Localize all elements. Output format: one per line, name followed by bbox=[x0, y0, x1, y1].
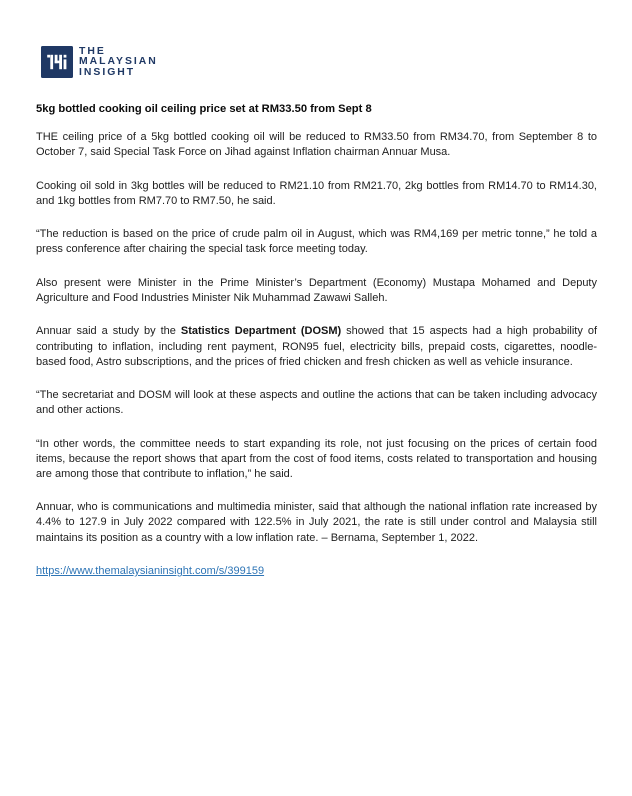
paragraph-5-text-after: showed that 15 aspects had a high probability of contributing to inflation, including rent payment, RON95 fuel, electricity bills, prepaid costs, cigarettes, noodle-based food, Astro subscriptions, and the prices of fried chicken and fresh chicken as well as vehicle insurance. bbox=[36, 325, 597, 368]
article-source-link-line bbox=[36, 564, 597, 579]
article-headline: 5kg bottled cooking oil ceiling price set at RM33.50 from Sept 8 bbox=[36, 103, 372, 115]
article-paragraph-3: “The reduction is based on the price of crude palm oil in August, which was RM4,169 per metric tonne,” he told a press conference after chairing the special task force meeting today. bbox=[36, 228, 597, 256]
article-paragraph-8: Annuar, who is communications and multimedia minister, said that although the national inflation rate increased by 4.4% to 127.9 in July 2022 compared with 122.5% in July 2021, the rate is still under control and Malaysia still maintains its position as a country with a low inflation rate. – Bernama, September 1, 2022. bbox=[36, 501, 597, 544]
tmi-monogram-icon bbox=[41, 46, 73, 78]
tmi-wordmark-line-3: INSIGHT bbox=[79, 66, 136, 78]
tmi-wordmark bbox=[79, 46, 158, 78]
article-paragraph-7: “In other words, the committee needs to start expanding its role, not just focusing on the prices of certain food items, because the report shows that apart from the cost of food items, costs related to transportation and housing are among those that contribute to inflation,” he said. bbox=[36, 437, 597, 480]
article-paragraph-4: Also present were Minister in the Prime Minister’s Department (Economy) Mustapa Mohamed and Deputy Agriculture and Food Industries Minister Nik Muhammad Zawawi Salleh. bbox=[36, 276, 597, 304]
article-paragraph-1: THE ceiling price of a 5kg bottled cooking oil will be reduced to RM33.50 from RM34.70, from September 8 to October 7, said Special Task Force on Jihad against Inflation chairman Annuar Musa. bbox=[36, 131, 597, 159]
article-source-link[interactable]: https://www.themalaysianinsight.com/s/399159 bbox=[36, 565, 265, 577]
tmi-logo bbox=[41, 46, 597, 78]
tmi-wordmark-line-2: MALAYSIAN bbox=[79, 56, 158, 68]
paragraph-5-bold-phrase: Statistics Department (DOSM) bbox=[180, 325, 342, 338]
paragraph-5-text-before: Annuar said a study by the bbox=[36, 325, 181, 338]
tmi-wordmark-line-1: THE bbox=[79, 46, 106, 57]
article-paragraph-5 bbox=[36, 324, 597, 369]
article-paragraph-6: “The secretariat and DOSM will look at these aspects and outline the actions that can be taken including advocacy and other actions. bbox=[36, 389, 597, 417]
article-paragraph-2: Cooking oil sold in 3kg bottles will be reduced to RM21.10 from RM21.70, 2kg bottles from RM14.70 to RM14.30, and 1kg bottles from RM7.70 to RM7.50, he said. bbox=[36, 179, 597, 207]
